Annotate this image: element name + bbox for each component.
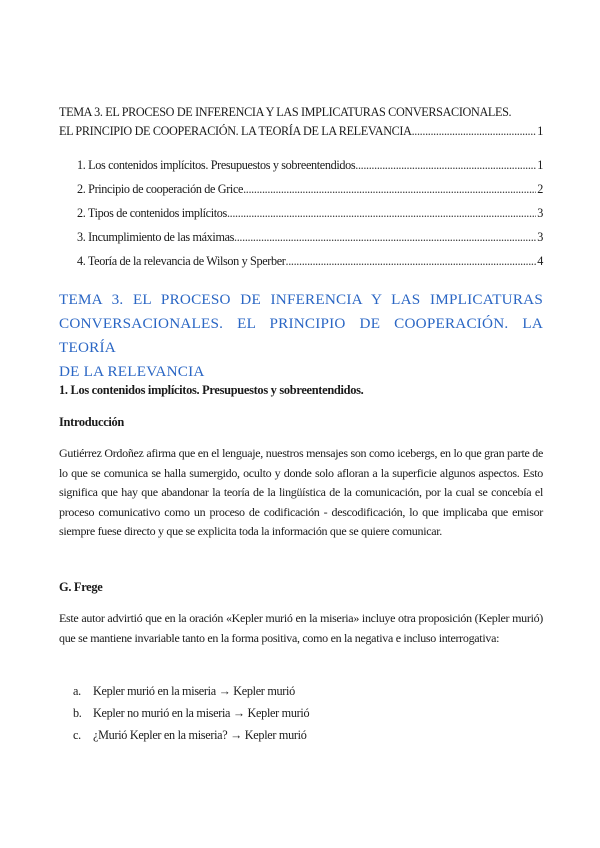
toc-entry-label: 1. Los contenidos implícitos. Presupuestos y sobreentendidos (77, 158, 356, 172)
toc-leader-dots (412, 123, 537, 139)
toc-entry[interactable] (77, 181, 543, 197)
list-marker: a. (73, 684, 81, 698)
subsection-title: Introducción (59, 415, 125, 429)
list-item-text: ¿Murió Kepler en la miseria? → Kepler murió (93, 728, 307, 742)
list-marker: c. (73, 728, 81, 742)
toc-page-number: 3 (537, 230, 543, 244)
list-item-text: Kepler murió en la miseria → Kepler murió (93, 684, 295, 698)
toc-page-number: 1 (537, 124, 543, 138)
list-item (73, 728, 309, 750)
list-item (73, 706, 309, 728)
heading-line: CONVERSACIONALES. EL PRINCIPIO DE COOPERACIÓN. LA TEORÍA (59, 315, 543, 356)
toc-leader-dots (243, 181, 536, 197)
heading-line: DE LA RELEVANCIA (59, 363, 205, 380)
toc-entry-label: 2. Tipos de contenidos implícitos (77, 206, 227, 220)
subsection-title: G. Frege (59, 580, 103, 594)
list-marker: b. (73, 706, 82, 720)
frege-paragraph: Este autor advirtió que en la oración «Kepler murió en la miseria» incluye otra proposición (Kepler murió) que se mantiene invariable tanto en la forma positiva, como en la negativa e incluso interrogativa: (59, 611, 543, 645)
toc-leader-dots (355, 157, 536, 173)
toc-entry-label: 2. Principio de cooperación de Grice (77, 182, 244, 196)
toc-page-number: 4 (537, 254, 543, 268)
examples-list (73, 684, 309, 750)
heading-line: TEMA 3. EL PROCESO DE INFERENCIA Y LAS IMPLICATURAS (59, 291, 543, 308)
chapter-heading (59, 288, 543, 384)
toc-entry[interactable] (77, 205, 543, 221)
toc-entry-label: 4. Teoría de la relevancia de Wilson y Sperber (77, 254, 286, 268)
section-title: 1. Los contenidos implícitos. Presupuestos y sobreentendidos. (59, 383, 364, 397)
toc-page-number: 1 (537, 158, 543, 172)
list-item-text: Kepler no murió en la miseria → Kepler murió (93, 706, 310, 720)
toc-main-title-line1[interactable]: TEMA 3. EL PROCESO DE INFERENCIA Y LAS IMPLICATURAS CONVERSACIONALES. (59, 105, 512, 119)
intro-paragraph: Gutiérrez Ordoñez afirma que en el lenguaje, nuestros mensajes son como icebergs, en lo que gran parte de lo que se comunica se halla sumergido, oculto y donde solo afloran a la superficie algunos aspectos. Esto significa que hay que abandonar la teoría de la lingüística de la comunicación, por la cual se concebía el proceso comunicativo como un proceso de codificación - descodificación, lo que implicaba que emisor siempre fuese directo y que se explicita toda la información que se quiere comunicar. (59, 446, 543, 538)
list-item (73, 684, 309, 706)
toc-leader-dots (234, 229, 536, 245)
toc-leader-dots (227, 205, 536, 221)
toc-main-entry[interactable] (59, 123, 543, 139)
toc-entry-label: 3. Incumplimiento de las máximas (77, 230, 235, 244)
toc-leader-dots (286, 253, 537, 269)
table-of-contents (59, 104, 543, 268)
toc-page-number: 3 (537, 206, 543, 220)
toc-entry[interactable] (77, 157, 543, 173)
toc-entry[interactable] (77, 253, 543, 269)
toc-page-number: 2 (537, 182, 543, 196)
toc-main-title-line2: EL PRINCIPIO DE COOPERACIÓN. LA TEORÍA DE LA RELEVANCIA (59, 124, 412, 138)
toc-entry[interactable] (77, 229, 543, 245)
